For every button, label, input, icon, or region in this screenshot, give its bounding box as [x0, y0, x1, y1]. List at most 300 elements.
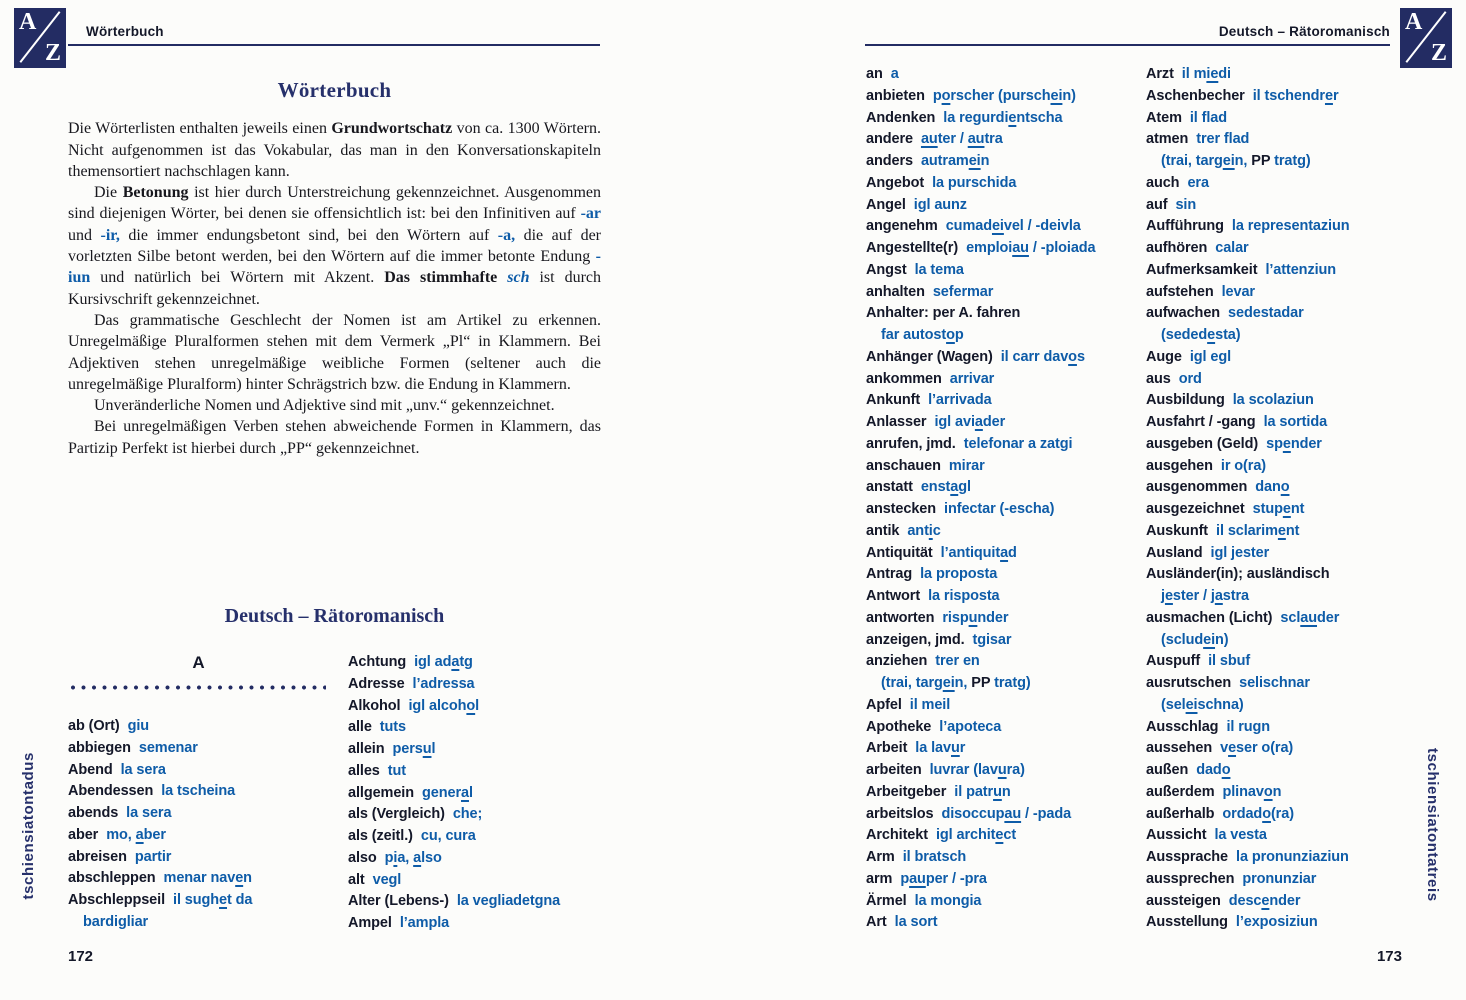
dictionary-entry [1146, 347, 1404, 369]
dictionary-entry [68, 912, 336, 934]
entry-german: Anhänger (Wagen) [866, 348, 993, 365]
stressed-letters: o [466, 697, 476, 714]
stressed-letters: e [1008, 109, 1017, 126]
stressed-letters: e [995, 827, 1004, 844]
entry-romansh: mo, aber [106, 826, 166, 843]
stressed-letters: e [1282, 435, 1291, 452]
entry-german: aussehen [1146, 740, 1213, 757]
stressed-letters: u [422, 741, 432, 757]
entry-romansh: pauper / -pra [900, 870, 987, 887]
dictionary-entry [1146, 434, 1404, 456]
dictionary-entry [1146, 738, 1404, 760]
dictionary-entry [1146, 869, 1404, 891]
dictionary-entry [866, 499, 1140, 521]
dictionary-entry [1146, 586, 1404, 608]
entry-german: Angst [866, 261, 907, 278]
intro-highlight: -a, [497, 226, 516, 244]
dictionary-entry [1146, 760, 1404, 782]
intro-paragraph [68, 416, 601, 459]
entry-romansh: spender [1266, 435, 1322, 452]
entry-romansh: l’attenziun [1265, 261, 1337, 278]
entry-german: aussteigen [1146, 892, 1221, 909]
intro-text: ist durch Kursivschrift gekennzeichnet. [68, 269, 602, 308]
entry-german: aussprechen [1146, 870, 1235, 887]
entry-german: arm [866, 870, 893, 887]
entry-romansh: il rugn [1226, 718, 1271, 735]
running-head-rule-right [865, 44, 1390, 46]
dictionary-entry [866, 86, 1140, 108]
intro-text: von ca. 1300 Wörtern. Nicht aufgenommen ist das Vokabular, das man in den Konversationskapiteln themensortiert nachschlagen kann. [68, 120, 602, 180]
entry-german: Alter (Lebens-) [348, 893, 449, 910]
entry-german: anrufen, jmd. [866, 435, 956, 452]
intro-highlight: -iun [68, 248, 601, 287]
entry-german: abschleppen [68, 870, 156, 887]
entry-german: aus [1146, 370, 1171, 387]
stressed-letters: o [941, 87, 951, 104]
entry-romansh: far autostop [881, 327, 964, 343]
entry-romansh: rispunder [942, 609, 1009, 626]
entry-romansh: il tschendrer [1252, 87, 1339, 104]
entry-romansh: disoccupau / -pada [941, 805, 1072, 822]
entry-german: Architekt [866, 827, 928, 844]
intro-paragraph [68, 310, 601, 395]
entry-romansh: telefonar a zatgi [963, 435, 1073, 452]
entry-german: Arbeit [866, 740, 908, 757]
entry-german: Alkohol [348, 697, 401, 714]
intro-text: Die [94, 184, 123, 202]
dictionary-entry [866, 891, 1140, 913]
dictionary-entry [1146, 912, 1404, 934]
stressed-letters: a [461, 784, 469, 801]
logo-letter-z: Z [44, 40, 61, 66]
entry-german: Antwort [866, 588, 921, 604]
stressed-letters: e [1261, 892, 1270, 909]
entry-german: aufwachen [1146, 305, 1221, 322]
entry-romansh: mirar [948, 457, 985, 474]
intro-text: und [68, 226, 101, 244]
dictionary-entry [348, 913, 604, 935]
stressed-letters: a [950, 479, 959, 496]
stressed-letters: o [1263, 783, 1273, 800]
sidebar-vertical-label-left: tschiensiatontadus [20, 752, 37, 900]
entry-german: alles [348, 762, 380, 779]
entry-romansh: la sera [126, 805, 172, 821]
entry-romansh: ord [1178, 370, 1202, 387]
entry-german: Andenken [866, 109, 936, 126]
dictionary-entry [866, 282, 1140, 304]
dictionary-entry [866, 238, 1140, 260]
entry-romansh: sedestadar [1228, 305, 1304, 322]
sidebar-vertical-label-right: tschiensiatontatreis [1424, 748, 1441, 902]
dictionary-entry [866, 869, 1140, 891]
entry-romansh: l’ampla [399, 915, 450, 931]
intro-text: die immer endungsbetont sind, bei den Wörtern auf [119, 226, 498, 244]
intro-highlight: sch [507, 269, 530, 287]
entry-german: ausgeben (Geld) [1146, 435, 1259, 452]
entry-romansh: il carr davos [1000, 348, 1085, 365]
entry-romansh: giu [127, 718, 150, 734]
entry-romansh: il flad [1189, 109, 1228, 126]
dictionary-entry [1146, 673, 1404, 695]
entry-romansh: la regurdientscha [943, 109, 1063, 126]
dictionary-entry [68, 716, 336, 738]
dictionary-entry [348, 804, 604, 826]
dictionary-entry [1146, 86, 1404, 108]
dictionary-entry [68, 760, 336, 782]
dictionary-entry [1146, 303, 1404, 325]
entry-german: Atem [1146, 109, 1182, 126]
dictionary-entry [1146, 847, 1404, 869]
entry-german: Ausbildung [1146, 392, 1225, 409]
entry-romansh: la risposta [928, 588, 1000, 604]
entry-german: Anhalter: per A. fahren [866, 305, 1021, 322]
entry-german: anstecken [866, 501, 937, 517]
dictionary-entry [1146, 260, 1404, 282]
stressed-letters: a [413, 849, 422, 866]
dictionary-entry [348, 696, 604, 718]
letter-index-header: A [192, 653, 206, 672]
intro-text: und natürlich bei Wörtern mit Akzent. [90, 269, 385, 287]
dictionary-entry [866, 325, 1140, 347]
entry-german: antik [866, 522, 900, 539]
dictionary-column-left-1 [68, 716, 336, 934]
entry-romansh: luvrar (lavura) [929, 762, 1025, 778]
entry-romansh: ir o(ra) [1220, 457, 1267, 474]
stressed-letters: ei [991, 218, 1004, 235]
entry-romansh: partir [134, 848, 172, 865]
stressed-letters: e [219, 892, 228, 908]
stressed-letters: u [993, 783, 1002, 800]
intro-text: Das grammatische Geschlecht der Nomen ist am Artikel zu erkennen. Unregelmäßige Pluralformen stehen mit dem Vermerk „Pl“ in Klammern. Bei Adjektiven stehen unregelmäßige weibliche Formen (seltener auch die unregelmäßige Pluralform) hinter Schrägstrich bzw. die Endung in Klammern. [68, 311, 601, 393]
stressed-letters: o [946, 327, 955, 343]
dictionary-entry [866, 825, 1140, 847]
stressed-letters: o [1280, 479, 1290, 496]
dictionary-column-right-1 [866, 64, 1140, 934]
entry-romansh: jester / jastra [1161, 588, 1249, 604]
intro-highlight: -ir, [100, 226, 120, 244]
dictionary-entry [866, 521, 1140, 543]
entry-german: aufstehen [1146, 283, 1214, 300]
entry-romansh: la vesta [1214, 827, 1267, 844]
entry-romansh: igl adatg [414, 654, 473, 670]
dictionary-entry [68, 847, 336, 869]
entry-german: Aufführung [1146, 218, 1224, 235]
dictionary-entry [866, 64, 1140, 86]
dictionary-entry [1146, 173, 1404, 195]
dictionary-entry [348, 674, 604, 696]
running-head-rule-left [68, 44, 600, 46]
dictionary-entry [1146, 521, 1404, 543]
stressed-letters: e [1228, 740, 1237, 757]
entry-romansh: antic [907, 522, 941, 539]
stressed-letters: a [451, 654, 460, 670]
participle-tag: PP [971, 675, 991, 691]
entry-german: außerdem [1146, 783, 1215, 800]
entry-german: ab (Ort) [68, 718, 120, 734]
stressed-letters: au [967, 131, 985, 148]
entry-german: anders [866, 153, 913, 169]
entry-romansh: la proposta [920, 566, 998, 583]
entry-romansh: l’antiquitad [940, 544, 1017, 561]
entry-german: allein [348, 741, 385, 757]
dictionary-entry [866, 216, 1140, 238]
entry-romansh: vegl [372, 871, 402, 888]
dictionary-entry [348, 739, 604, 761]
dictionary-entry [68, 781, 336, 803]
entry-romansh: general [422, 784, 473, 801]
entry-romansh: tuts [379, 719, 406, 736]
entry-german: Ausland [1146, 544, 1203, 561]
entry-german: Antrag [866, 566, 913, 583]
entry-romansh: la tema [914, 261, 964, 278]
stressed-letters: e [1324, 87, 1333, 104]
dictionary-entry [348, 848, 604, 870]
entry-german: ausgenommen [1146, 479, 1248, 496]
intro-highlight: -ar [580, 205, 601, 223]
stressed-letters: a [974, 414, 983, 430]
dictionary-entry [866, 390, 1140, 412]
entry-german: außen [1146, 762, 1189, 778]
entry-german: anziehen [866, 653, 928, 670]
dictionary-entry [1146, 717, 1404, 739]
entry-german: Ausfahrt / -gang [1146, 414, 1256, 430]
entry-german: Auskunft [1146, 522, 1209, 539]
stressed-letters: ei [968, 153, 981, 169]
dictionary-entry [866, 673, 1140, 695]
entry-german: Arm [866, 849, 895, 865]
entry-romansh: arrivar [949, 370, 995, 387]
entry-german: Ampel [348, 915, 392, 931]
intro-text: die auf der vorletzten Silbe betont werden, bei den Wörtern auf die immer betonte Endung [68, 226, 602, 266]
entry-romansh: emploiau / -ploiada [966, 240, 1096, 256]
entry-german: anzeigen, jmd. [866, 631, 965, 648]
stressed-letters: o [1068, 348, 1077, 365]
dictionary-entry [1146, 651, 1404, 673]
intro-highlight: Grundwortschatz [331, 120, 453, 138]
dictionary-entry [866, 347, 1140, 369]
entry-romansh: veser o(ra) [1220, 740, 1294, 757]
entry-german: Ausländer(in); ausländisch [1146, 566, 1330, 583]
stressed-letters: ei [1203, 631, 1216, 648]
entry-german: Angel [866, 196, 906, 213]
entry-romansh: la mongia [914, 892, 982, 909]
entry-romansh: la vegliadetgna [456, 893, 561, 910]
entry-romansh: cu, cura [420, 828, 476, 844]
dictionary-entry [866, 564, 1140, 586]
entry-romansh: (sededesta) [1161, 327, 1241, 343]
entry-german: auch [1146, 174, 1180, 191]
dictionary-entry [348, 891, 604, 913]
entry-romansh: pia, also [384, 849, 442, 866]
page-number-left: 172 [68, 948, 94, 965]
entry-romansh: cumadeivel / -deivla [945, 218, 1081, 235]
intro-highlight: Betonung [122, 184, 189, 202]
entry-romansh: porscher (purschein) [932, 87, 1076, 104]
intro-text: Die Wörterlisten enthalten jeweils einen [68, 120, 332, 138]
entry-german: atmen [1146, 131, 1189, 148]
participle-tag: PP [1251, 153, 1271, 169]
entry-romansh: selischnar [1239, 675, 1310, 691]
dictionary-entry [866, 695, 1140, 717]
entry-romansh: ordado(ra) [1222, 805, 1294, 822]
dictionary-entry [866, 434, 1140, 456]
entry-romansh: igl architect [935, 827, 1017, 844]
dictionary-entry [866, 456, 1140, 478]
dictionary-entry [1146, 804, 1404, 826]
entry-romansh: la sera [120, 761, 166, 778]
entry-german: Ankunft [866, 392, 921, 409]
entry-romansh: la scolaziun [1232, 392, 1314, 409]
dictionary-entry [348, 826, 604, 848]
entry-romansh: la sortida [1263, 414, 1328, 430]
dictionary-entry [1146, 608, 1404, 630]
intro-text: Bei unregelmäßigen Verben stehen abweichende Formen in Klammern, das Partizip Perfekt ist hierbei durch „PP“ gekennzeichnet. [68, 418, 601, 457]
entry-german: abbiegen [68, 739, 131, 756]
entry-romansh: semenar [138, 739, 198, 756]
entry-romansh: trer en [935, 653, 980, 670]
entry-romansh: pronunziar [1242, 870, 1317, 887]
entry-romansh: persul [392, 741, 436, 757]
intro-block [68, 80, 601, 459]
intro-highlight: Das stimmhafte [384, 269, 508, 287]
entry-german: Angestellte(r) [866, 240, 959, 256]
logo-letter-a: A [19, 9, 37, 35]
stressed-letters: au [1004, 805, 1022, 822]
entry-romansh: igl jester [1210, 544, 1270, 561]
entry-german: Aussicht [1146, 827, 1207, 844]
entry-romansh: igl egl [1189, 348, 1232, 365]
entry-romansh: il sclariment [1216, 522, 1300, 539]
entry-romansh: sefermar [932, 283, 994, 300]
dictionary-entry [866, 912, 1140, 934]
intro-text: Unveränderliche Nomen und Adjektive sind mit „unv.“ gekennzeichnet. [94, 397, 555, 415]
entry-german: Apotheke [866, 718, 932, 735]
entry-german: allgemein [348, 784, 414, 801]
stressed-letters: a [135, 826, 144, 843]
stressed-letters: u [968, 609, 978, 626]
az-logo-left [14, 8, 66, 68]
dictionary-entry [866, 108, 1140, 130]
stressed-letters: u [950, 740, 960, 757]
dictionary-entry [1146, 412, 1404, 434]
entry-romansh: (scludein) [1161, 631, 1229, 648]
entry-romansh: tgisar [972, 631, 1012, 648]
entry-romansh: trer flad [1196, 131, 1250, 148]
stressed-letters: e [1164, 588, 1173, 604]
dictionary-entry [1146, 456, 1404, 478]
dictionary-entry [348, 717, 604, 739]
dictionary-entry [1146, 325, 1404, 347]
stressed-letters: ei [942, 675, 955, 691]
entry-romansh: il miedi [1181, 66, 1231, 82]
dictionary-entry [1146, 564, 1404, 586]
dictionary-entry [866, 738, 1140, 760]
entry-romansh: la sort [894, 914, 938, 931]
dictionary-entry [348, 783, 604, 805]
dictionary-entry [866, 369, 1140, 391]
intro-paragraph [68, 182, 601, 310]
entry-romansh: sclauder [1280, 609, 1340, 626]
entry-romansh: igl alcohol [408, 697, 480, 714]
dictionary-column-right-2 [1146, 64, 1404, 934]
entry-romansh: a [890, 66, 899, 82]
dictionary-entry [68, 738, 336, 760]
entry-german: ausrutschen [1146, 675, 1232, 691]
page-number-right: 173 [1376, 948, 1402, 965]
dictionary-entry [68, 825, 336, 847]
dictionary-entry [866, 651, 1140, 673]
dictionary-entry [1146, 891, 1404, 913]
entry-romansh: infectar (-escha) [944, 501, 1055, 517]
stressed-letters: e [235, 870, 244, 887]
entry-romansh: sin [1175, 196, 1197, 213]
entry-romansh: (trai, targein, PP tratg) [881, 675, 1031, 691]
dictionary-entry [866, 303, 1140, 325]
entry-german: Apfel [866, 696, 902, 713]
entry-german: Antiquität [866, 544, 933, 561]
entry-german: Aschenbecher [1146, 87, 1245, 104]
dictionary-entry [1146, 630, 1404, 652]
dictionary-entry [866, 195, 1140, 217]
dictionary-entry [866, 717, 1140, 739]
dictionary-entry [866, 129, 1140, 151]
dictionary-entry [1146, 825, 1404, 847]
letter-index-dotted-rule [70, 684, 326, 691]
entry-romansh: era [1187, 174, 1209, 191]
entry-romansh: (seleischna) [1161, 696, 1244, 713]
entry-german: abreisen [68, 848, 127, 865]
entry-romansh: igl aunz [913, 196, 967, 213]
page-title: Wörterbuch [277, 78, 392, 102]
entry-german: abends [68, 805, 119, 821]
entry-german: Auspuff [1146, 653, 1201, 670]
dictionary-entry [1146, 195, 1404, 217]
dictionary-entry [866, 608, 1140, 630]
entry-romansh: plinavon [1222, 783, 1282, 800]
entry-german: auf [1146, 196, 1168, 213]
entry-romansh: la purschida [932, 174, 1017, 191]
entry-romansh: igl aviader [934, 414, 1006, 430]
entry-romansh: la lavur [915, 740, 966, 757]
entry-romansh: stupent [1252, 501, 1305, 517]
stressed-letters: e [1277, 522, 1286, 539]
entry-german: ankommen [866, 370, 942, 387]
entry-romansh: (trai, targein, PP tratg) [1161, 153, 1311, 169]
dictionary-entry [1146, 108, 1404, 130]
stressed-letters: au [1012, 240, 1029, 256]
entry-german: Achtung [348, 654, 407, 670]
stressed-letters: ei [1222, 153, 1235, 169]
dictionary-entry [1146, 543, 1404, 565]
dictionary-entry [1146, 129, 1404, 151]
entry-german: Abend [68, 761, 113, 778]
entry-german: Aufmerksamkeit [1146, 261, 1258, 278]
entry-german: Anlasser [866, 414, 927, 430]
stressed-letters: ei [1185, 696, 1198, 713]
entry-romansh: auter / autra [920, 131, 1003, 148]
entry-german: als (Vergleich) [348, 806, 445, 823]
entry-romansh: descender [1228, 892, 1301, 909]
entry-german: ausgehen [1146, 457, 1213, 474]
dictionary-entry [1146, 695, 1404, 717]
intro-paragraph [68, 118, 601, 182]
entry-romansh: enstagl [920, 479, 971, 496]
entry-german: Abendessen [68, 783, 154, 800]
stressed-letters: ie [1206, 66, 1219, 82]
stressed-letters: au [909, 870, 926, 887]
stressed-letters: au [920, 131, 938, 148]
dictionary-entry [866, 477, 1140, 499]
